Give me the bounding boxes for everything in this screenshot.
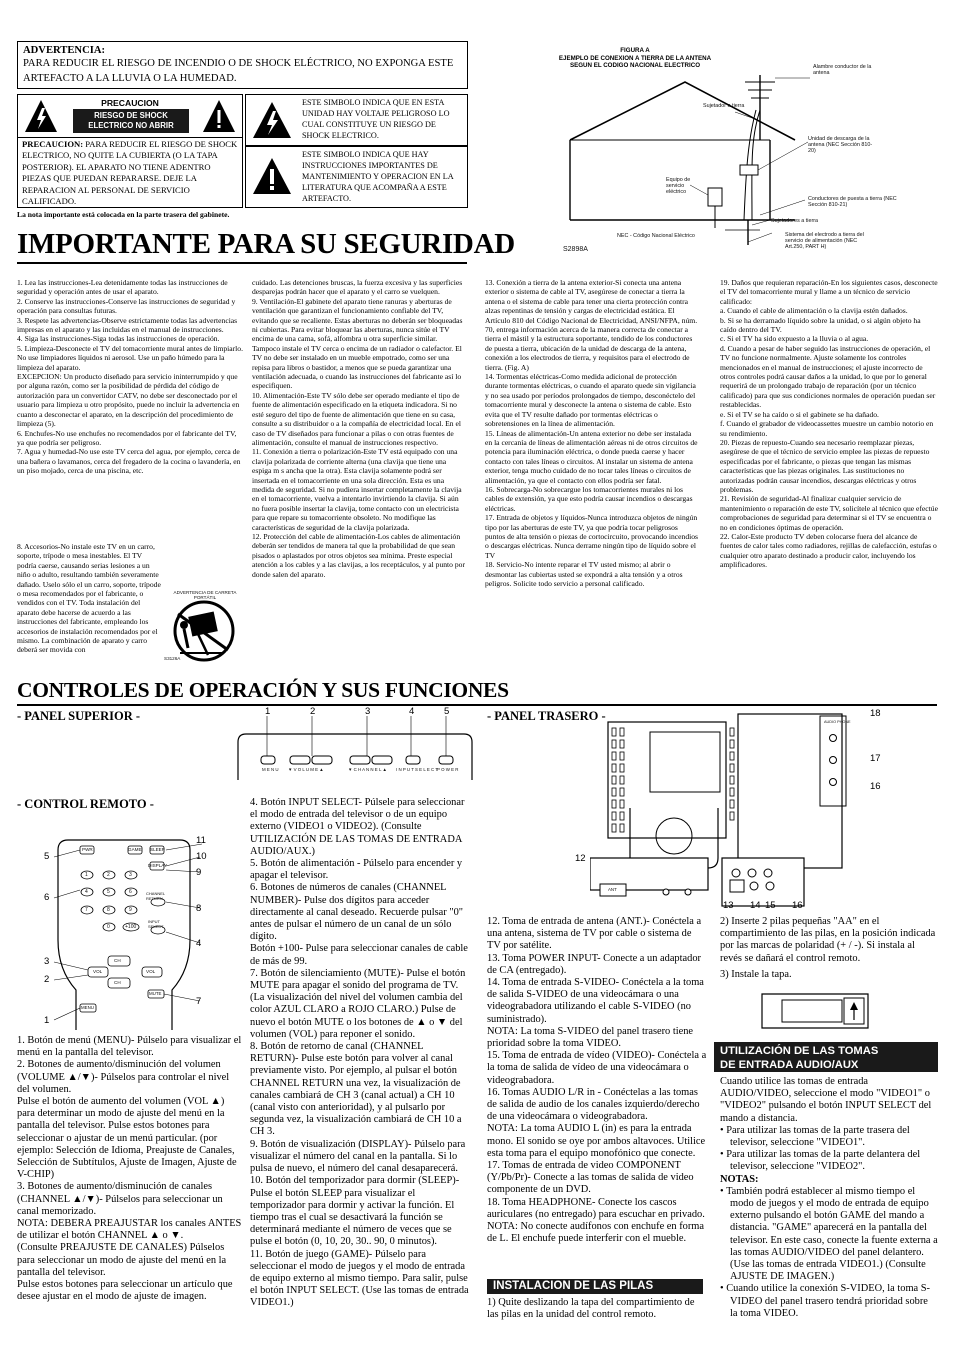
key-ch-up[interactable]: CH (114, 958, 121, 963)
rear-num-17: 17 (870, 753, 881, 764)
remote-num-10: 10 (196, 851, 207, 862)
controls-col-b: 4. Botón INPUT SELECT- Púlsele para seleccionar el modo de entrada del televisor o de un equipo externo (VIDEO1 o VIDEO2). (Consulte UTILIZACIÓN DE LAS TOMAS DE ENTRADA AUDIO/AUX.) 5. Botón de alimentación - Púlselo para encender y apagar el televisor. 6. Botones de números de canales (CHANNEL NUMBER)- Pulse dos dígitos para acceder directamente al canal deseado. Recuerde pulsar "0" antes de pulsar el número de un canal de un sólo dígito. Botón +100- Pulse para seleccionar canales de cable de más de 99. 7. Botón de silenciamiento (MUTE)- Pulse el botón MUTE para apagar el sonido del programa de TV. (La visualización del nivel del volumen cambia del color AZUL CLARO a ROJO CLARO.) Pulse de nuevo el botón MUTE o los botones de ▲ o ▼ del volumen (VOL) para reponer el sonido. 8. Botón de retorno de canal (CHANNEL RETURN)- Pulse este botón para volver al canal previamente visto. Por ejemplo, al pulsar el botón CHANNEL RETURN una vez, la visualización de canales cambiará de CH 3 (canal actual) a CH 10 (canal visto con anterioridad), y al pulsarlo por segunda vez, la visualización cambiará de CH 10 a CH 3. 9. Botón de visualización (DISPLAY)- Púlselo para visualizar el número del canal en la pantalla. Si lo pulsa de nuevo, el número del canal desaparecerá. 10. Botón del temporizador para dormir (SLEEP)- Pulse el botón SLEEP para visualizar el temporizador para dormir y activar la función. El tiempo tras el cual se desactivará la función se determinará mediante el número de veces que se pulse el botón (0, 10, 20, 30.. 90, 0 minutos). 11. Botón de juego (GAME)- Púlselo para seleccionar el modo de juegos y el modo de entrada de equipo externo al mismo tiempo. Para salir, pulse el botón INPUT SELECT. (Use las tomas de entrada VIDEO1.) (250, 797, 469, 1309)
aux-section: Cuando utilice las tomas de entrada AUDIO/VIDEO, seleccione el modo "VIDEO1" o "VIDEO2" pulsando el botón INPUT SELECT del mando a distancia. • Para utilizar las tomas de la parte trasera del televisor, seleccione "VIDEO1". • Para utilizar las tomas de la parte delantera del televisor, seleccione "VIDEO2". NOTAS: • También podrá establecer al mismo tiempo el modo de juegos y el modo de entrada de equipo externo pulsando el botón GAME del mando a distancia. "GAME" aparecerá en la pantalla del televisor. En este caso, conecte la fuente externa a las tomas AUDIO/VIDEO del panel delantero. (Use las tomas de entrada VIDEO1.) (Consulte AJUSTE DE IMAGEN.) • Cuando utilice la conexión S-VIDEO, la toma S-VIDEO del panel trasero tendrá prioridad sobre la toma VIDEO. (720, 1076, 938, 1319)
rear-num-12: 12 (575, 853, 586, 864)
top-panel-diagram (232, 706, 477, 786)
key-pwr[interactable]: PWR (82, 847, 93, 852)
control-remoto-title: - CONTROL REMOTO - (17, 797, 154, 811)
risk-line1: RIESGO DE SHOCK (94, 111, 168, 120)
rear-label-audio: AUDIO PHONE (824, 720, 851, 724)
safety-col-3: 13. Conexión a tierra de la antena exterior-Si conecta una antena exterior o sistema de cable al TV, asegúrese de conectar a tierra la antena o el sistema de cable para tener una cierta protección contra alzas repentinas de tensión y cargas de electricidad estática. El Artículo 810 del Código Nacional de Electricidad, ANSI/NFPA, núm. 70, entrega información acerca de la manera correcta de conectar a tierra el mástil y la estructura soportante, tendido de los conductores de puesta a tierra, ubicación de la unidad de descarga de la antena, conexión a los electrodos de tierra, y requisitos para el electrodo de tierra. (Fig. A) 14. Tormentas eléctricas-Como medida adicional de protección durante tormentas eléctricas, o cuando el aparato quede sin vigilancia y no sea usado por períodos prolongados de tiempo, desconéctelo del tomacorriente mural y desconecte la antena o sistema de cable. Esto evita que el TV resulte dañado por tormentas eléctricas o sobretensiones en la línea de alimentación. 15. Líneas de alimentación-Un antena exterior no debe ser instalada en la cercanía de líneas de alimentación aéreas ni de otros circuitos de potencia para iluminación eléctrica, o donde pueda caerse y hacer contacto con tales líneas o circuitos. Al instalar un sistema de antena exterior, tenga mucho cuidado de no tocar tales líneas o circuitos de alimentación, ya que el contacto con ellos podría ser fatal. 16. Sobrecarga-No sobrecargue los tomacorrientes murales ni los cables de extensión, ya que esto podría causar incendios o descargas eléctricas. 17. Entrada de objetos y líquidos-Nunca introduzca objetos de ningún tipo por las aberturas de este TV, ya que podría tocar peligrosos puntos de alta tensión o piezas de cortocircuito, provocando incendios o descargas eléctricas. Nunca derrame ningún tipo de líquido sobre el TV 18. Servicio-No intente reparar el TV usted mismo; al abrir o desmontar las cubiertas usted se expondrá a alta tensión y a otros peligros. Solicite todo servicio a personal calificado. (485, 278, 698, 588)
top-label-power: P O W E R (437, 767, 459, 772)
pilas-title: INSTALACION DE LAS PILAS (487, 1279, 703, 1294)
cart-caption: ADVERTENCIA DE CARRETA PORTÁTIL (173, 590, 237, 600)
controles-title: CONTROLES DE OPERACIÓN Y SUS FUNCIONES (17, 678, 509, 702)
figura-code: S2898A (563, 246, 588, 253)
remote-control-diagram (40, 830, 250, 1030)
key-channel-return[interactable]: CHANNEL RETURN (146, 891, 165, 901)
cart-code: S3126A (164, 656, 181, 661)
key-5[interactable]: 5 (107, 889, 110, 895)
remote-num-9: 9 (196, 867, 202, 878)
battery-cover-icon (760, 988, 870, 1038)
key-menu[interactable]: MENU (81, 1005, 94, 1010)
top-label-menu: M E N U (262, 767, 279, 772)
remote-num-11: 11 (196, 835, 206, 846)
top-num-5: 5 (444, 706, 450, 717)
pilas-step-1: 1) Quite deslizando la tapa del compartimiento de las pilas en la unidad del control remoto. (487, 1297, 695, 1321)
panel-superior-title: - PANEL SUPERIOR - (17, 709, 141, 723)
rear-num-15: 15 (765, 900, 776, 911)
safety-col-1: 1. Lea las instrucciones-Lea detenidamente todas las instrucciones de seguridad y operación antes de usar el aparato. 2. Conserve las instrucciones-Conserve las instrucciones de seguridad y operación para consultas futuras. 3. Respete las advertencias-Observe estrictamente todas las advertencias impresas en el aparato y las incluidas en el manual de instrucciones. 4. Siga las instrucciones-Siga todas las instrucciones de operación. 5. Limpieza-Desconecte el TV del tomacorriente mural antes de limpiarlo. No use limpiadores líquidos ni aerosol. Use un paño húmedo para la limpieza del aparato. EXCEPCION: Un producto diseñado para servicio ininterrumpido y que por alguna razón, como ser la posibilidad de pérdida del código de autorización para un convertidor CATV, no debe ser desconectado por el usuario para limpieza u otro propósito, puede no incluir la advertencia en cuanto a desconectar el aparato, en la descripción del procedimiento de limpieza (5). 6. Enchufes-No use enchufes no recomendados por el fabricante del TV, ya que podría ser peligroso. 7. Agua y humedad-No use este TV cerca del agua, por ejemplo, cerca de una bañera o lavamanos, cerca del fregadero de la cocina o lavandería, en un piso mojado, cerca de una piscina, etc. (17, 278, 243, 476)
lightning-symbol-icon (252, 101, 292, 139)
aux-bullet-2: • Para utilizar las tomas de la parte delantera del televisor, seleccione "VIDEO2". (720, 1149, 921, 1173)
safety-col-1-item8: 8. Accesorios-No instale este TV en un carro, soporte, trípode o mesa inestables. El TV podría caerse, causando serias lesiones a un niño o adulto, resultando también severamente dañado. Uselo sólo el un carro, soporte, trípode o mesa recomendados por el fabricante, o vendidos con el TV. Toda instalación del aparato debe hacerse de acuerdo a las instrucciones del fabricante, empleando los accesorios de instalación recomendados por el mismo. La combinación de aparato y carro deberá ser movida con (17, 542, 161, 655)
key-100[interactable]: +100 (125, 924, 137, 930)
key-input-select[interactable]: INPUT SELECT (148, 919, 164, 929)
aux-title: UTILIZACIÓN DE LAS TOMAS DE ENTRADA AUDIO/AUX (714, 1042, 938, 1072)
key-sleep[interactable]: SLEEP (150, 847, 165, 852)
key-3[interactable]: 3 (129, 872, 132, 878)
label-unidad: Unidad de descarga de la antena (NEC Sección 810-20) (808, 136, 873, 154)
safety-col-4: 19. Daños que requieran reparación-En los siguientes casos, desconecte el TV del tomacorriente mural y llame a un técnico de servicio calificado: a. Cuando el cable de alimentación o la clavija estén dañados. b. Si se ha derramado líquido sobre la unidad, o si algún objeto ha caído dentro del TV. c. Si el TV ha sido expuesto a la lluvia o al agua. d. Cuando a pesar de haber seguido las instrucciones de operación, el TV no funcione normalmente. Ajuste solamente los controles mencionados en el manual de instrucciones; el ajuste incorrecto de otros controles podrá causar daños a la unidad, lo que por lo general requerirá de un prolongado trabajo de reparación (por un técnico calificado) para que sus condiciones normales de operación puedan ser restablecidas. e. Si el TV se ha caído o si el gabinete se ha dañado. f. Cuando el grabador de videocassettes muestre un cambio notorio en su rendimiento. 20. Piezas de repuesto-Cuando sea necesario reemplazar piezas, asegúrese de que el técnico de servicio emplee las piezas de repuesto especificadas por el fabricante, o piezas que tengan las mismas características que las piezas originales. Las sustituciones no autorizadas podrán causar incendios, descargas eléctricas y otros problemas. 21. Revisión de seguridad-Al finalizar cualquier servicio de mantenimiento o reparación de este TV, solicítele al técnico que efectúe comprobaciones de seguridad para determinar si el TV se encuentra o no en condiciones óptimas de operación. 22. Calor-Este producto TV deben colocarse fuera del alcance de fuentes de calor tales como radiadores, rejillas de calefacción, estufas o cualquier otro aparato destinado a producir calor, incluyendo los amplificadores. (720, 278, 938, 570)
top-label-input: I N P U T S E L E C T (396, 767, 438, 772)
key-ch-down[interactable]: CH (114, 980, 121, 985)
label-sujetador: Sujetador a tierra (703, 103, 745, 109)
rear-num-16a: 16 (870, 781, 881, 792)
remote-num-7: 7 (196, 996, 202, 1007)
key-vol-up[interactable]: VOL (146, 969, 156, 974)
safety-col-2: cuidado. Las detenciones bruscas, la fuerza excesiva y las superficies desparejas podrán hacer que el aparato y el carro se vuelquen. 9. Ventilación-El gabinete del aparato tiene ranuras y aberturas de ventilación que garantizan el funcionamiento confiable del TV, evitando que se recaliente. Estas aberturas no deberán ser bloqueadas ni cubiertas. Para evitar bloquear las aberturas, nunca sitúe el TV encima de una cama, sofá, alfombra u otra superficie similar. Tampoco instale el TV cerca o encima de un radiador o calefactor. El TV no debe ser instalado en un mueble empotrado, como ser una repisa para libros o bastidor, a menos que se pueda garantizar una ventilación adecuada, o cuando las instrucciones del fabricante así lo especifiquen. 10. Alimentación-Este TV sólo debe ser operado mediante el tipo de fuente de alimentación especificado en la etiqueta indicadora. Si no esté seguro del tipo de fuente de alimentación que tiene en su casa, consulte a su distribuidor o a la compañía de electricidad local. En el caso de TV diseñados para funcionar a pilas o con otras fuentes de alimentación, consulte el manual de instrucciones respectivo. 11. Conexión a tierra o polarización-Este TV está equipado con una clavija polarizada de corriente alterna (una clavija que tiene una espiga m s ancha que la otra). Esta clavija solamente podrá ser insertada en el tomacorriente en una sola dirección. Esta es una medida de seguridad. Si no pudiera insertar completamente la clavija en el tomacorriente, vuelva a intentarlo invirtiendo la clavija. Si aún no fuera posible insertar la clavija, tome contacto con un electricista para que repare su tomacorriente obsoleto. No modifique las características de seguridad de la clavija polarizada. 12. Protección del cable de alimentación-Los cables de alimentación deberán ser tendidos de manera tal que la probabilidad de que sean pisados o aplastados por otros objetos sea mínima. Preste especial atención a los cables y a las clavijas, a los receptáculos, y al punto por donde salen del aparato. (252, 278, 465, 579)
key-display[interactable]: DISPLAY (148, 863, 168, 868)
exclamation-warning-icon (202, 99, 236, 133)
advertencia-title: ADVERTENCIA: (23, 45, 106, 56)
controls-col-a: 1. Botón de menú (MENU)- Púlselo para visualizar el menú en la pantalla del televisor. 2. Botones de aumento/disminución del volumen (VOLUME ▲/▼)- Púlselos para controlar el nivel del volumen. Pulse el botón de aumento del volumen (VOL ▲) para determinar un modo de ajuste del menú en la pantalla del televisor. Pulse estos botones para seleccionar o ajustar de un menú particular. (por ejemplo: Selección de Idioma, Preajuste de Canales, Selección de Subtítulos, Ajuste de Imagen, Ajuste de V-CHIP) 3. Botones de aumento/disminución de canales (CHANNEL ▲/▼)- Púlselos para seleccionar un canal memorizado. NOTA: DEBERA PREAJUSTAR los canales ANTES de utilizar el botón CHANNEL ▲ o ▼. (Consulte PREAJUSTE DE CANALES) Púlselos para seleccionar un modo de ajuste del menú en la pantalla del televisor. Pulse estos botones para seleccionar un artículo que desee ajustar en el modo de ajuste de imagen. (17, 1035, 242, 1303)
lightning-warning-icon (24, 99, 58, 133)
cart-tip-over-icon (168, 600, 240, 662)
exclamation-symbol-icon (252, 157, 292, 195)
remote-num-4: 4 (196, 938, 202, 949)
controls-col-c: 12. Toma de entrada de antena (ANT.)- Conéctela a una antena, sistema de TV por cable o sistema de TV por satélite. 13. Toma POWER INPUT- Conecte a un adaptador de CA (entregado). 14. Toma de entrada S-VIDEO- Conéctela a la toma de salida S-VIDEO de una videocámara o una videograbadora utilizando el cable S-VIDEO (no suministrado). NOTA: La toma S-VIDEO del panel trasero tiene prioridad sobre la toma VIDEO. 15. Toma de entrada de vídeo (VIDEO)- Conéctela a la toma de salida de vídeo de una videocámara o videograbadora. 16. Tomas AUDIO L/R in - Conéctelas a las tomas de salida de audio de los canales izquierdo/derecho de una videocámara o videograbadora. NOTA: La toma AUDIO L (in) es para la entrada mono. El sonido se oye por ambos altavoces. Utilice esta toma para el equipo monofónico que conecte. 17. Tomas de entrada de video COMPONENT (Y/Pb/Pr)- Conecte a las tomas de salida de video componente de un DVD. 18. Toma HEADPHONE- Conecte los cascos auriculares (no entregado) para escuchar en privado. NOTA: No conecte audífonos con enchufe en forma de L. El enchufe puede interferir con el mueble. (487, 916, 707, 1245)
title-rule (17, 262, 467, 264)
symbol2-text: ESTE SIMBOLO INDICA QUE HAY INSTRUCCIONES IMPORTANTES DE MANTENIMIENTO Y OPERACION EN LA LITERATURA QUE ACOMPAÑA A ESTE ARTEFACTO. (302, 150, 454, 203)
top-num-1: 1 (265, 706, 271, 717)
top-label-channel: ▼ C H A N N E L ▲ (348, 767, 387, 772)
advertencia-box (17, 41, 468, 89)
nota-2: • Cuando utilice la conexión S-VIDEO, la toma S-VIDEO del panel trasero tendrá prioridad sobre la toma VIDEO. (720, 1283, 930, 1319)
top-num-2: 2 (310, 706, 316, 717)
label-nec: NEC - Código Nacional Eléctrico (617, 233, 695, 239)
symbol1-text: ESTE SIMBOLO INDICA QUE EN ESTA UNIDAD HAY VOLTAJE PELIGROSO LO CUAL CONSTITUYE UN RIESGO DE SHOCK ELECTRICO. (302, 98, 450, 140)
key-6[interactable]: 6 (129, 889, 132, 895)
key-1[interactable]: 1 (85, 872, 88, 878)
label-sujetadores: Sujetadores a tierra (771, 218, 819, 224)
precaucion-box (17, 94, 243, 208)
key-0[interactable]: 0 (107, 924, 110, 930)
symbol-box-1 (245, 94, 468, 146)
rear-panel-diagram (575, 708, 881, 911)
symbol-box-2 (245, 146, 468, 208)
label-equipo: Equipo de servicio eléctrico (666, 177, 691, 195)
remote-num-2: 2 (44, 974, 50, 985)
key-9[interactable]: 9 (129, 907, 132, 913)
figura-title: FIGURA A EJEMPLO DE CONEXION A TIERRA DE LA ANTENA SEGUN EL CODIGO NACIONAL ELECTRICO (558, 47, 712, 69)
rear-label-ant: ANT (608, 887, 617, 892)
top-num-3: 3 (365, 706, 371, 717)
remote-num-1: 1 (44, 1015, 50, 1026)
precaucion-label: PRECAUCION (101, 98, 159, 108)
remote-num-6: 6 (44, 892, 50, 903)
seguridad-title: IMPORTANTE PARA SU SEGURIDAD (17, 228, 515, 260)
nota-1: • También podrá establecer al mismo tiempo el modo de juegos y el modo de entrada de equipo externo pulsando el botón GAME del mando a distancia. "GAME" aparecerá en la pantalla del televisor. En este caso, conecte la fuente externa a las tomas AUDIO/VIDEO del panel delantero. (Use las tomas de entrada VIDEO1.) (Consulte AJUSTE DE IMAGEN.) (720, 1185, 938, 1283)
pilas-steps-2-3: 2) Inserte 2 pilas pequeñas "AA" en el compartimiento de las pilas, en la posición indicada por las marcas de polaridad (+ / -). Si instala al revés se dañará el control remoto. 3) Instale la tapa. (720, 916, 936, 980)
rear-num-16b: 16 (792, 900, 803, 911)
key-mute[interactable]: MUTE (149, 991, 162, 996)
advertencia-text: PARA REDUCIR EL RIESGO DE INCENDIO O DE SHOCK ELÉCTRICO, NO EXPONGA ESTE ARTEFACTO A LA LLUVIA O LA HUMEDAD. (23, 58, 454, 84)
key-vol-down[interactable]: VOL (93, 969, 103, 974)
precaucion-note: La nota importante está colocada en la parte trasera del gabinete. (17, 210, 230, 219)
aux-bullet-1: • Para utilizar las tomas de la parte trasera del televisor, seleccione "VIDEO1". (720, 1124, 910, 1149)
label-conductores: Conductores de puesta a tierra (NEC Sección 810-21) (808, 196, 897, 208)
rear-num-13: 13 (723, 900, 734, 911)
rear-num-18: 18 (870, 708, 881, 719)
controles-rule (17, 704, 937, 706)
risk-line2: ELECTRICO NO ABRIR (88, 121, 174, 130)
key-4[interactable]: 4 (85, 889, 88, 895)
antenna-grounding-diagram (520, 70, 830, 260)
panel-trasero-title: - PANEL TRASERO - (487, 709, 606, 723)
top-num-4: 4 (409, 706, 415, 717)
key-2[interactable]: 2 (107, 872, 110, 878)
rear-num-14: 14 (750, 900, 761, 911)
remote-num-8: 8 (196, 903, 202, 914)
key-8[interactable]: 8 (107, 907, 110, 913)
top-label-volume: ▼ V O L U M E ▲ (288, 767, 324, 772)
label-sistema: Sistema del electrodo a tierra del servicio de alimentación (NEC Art.250, PART H) (785, 232, 864, 250)
label-alambre: Alambre conductor de la antena (813, 64, 872, 76)
precaucion-text: PRECAUCION: PARA REDUCIR EL RIESGO DE SHOCK ELECTRICO, NO QUITE LA CUBIERTA (O LA TAPA POSTERIOR). EL APARATO NO TIENE ADENTRO PIEZAS QUE PUEDAN REPARARSE. DEJE LA REPARACION AL PERSONAL DE SERVICIO CALIFICADO. (22, 139, 238, 207)
remote-num-3: 3 (44, 956, 50, 967)
key-7[interactable]: 7 (85, 907, 88, 913)
key-game[interactable]: GAME (128, 847, 142, 852)
remote-num-5: 5 (44, 851, 50, 862)
